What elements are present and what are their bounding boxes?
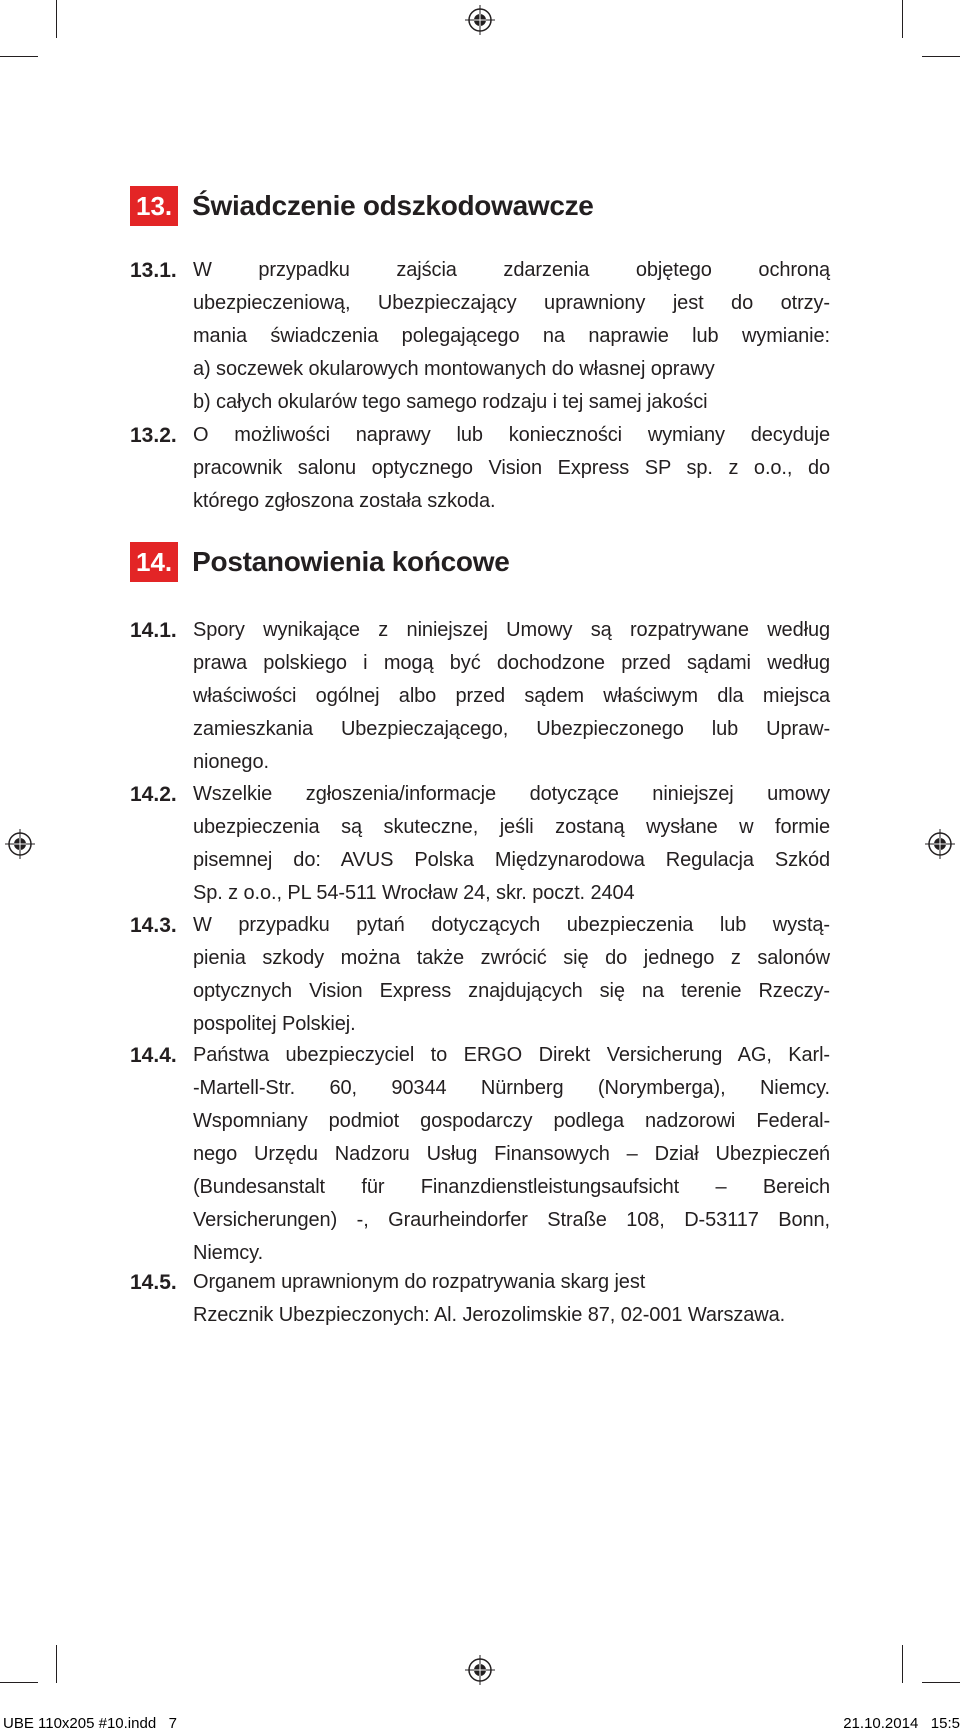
clause-line: Wspomniany podmiot gospodarczy podlega nadzorowi Federal- [193, 1110, 830, 1132]
clause-number: 13.2. [130, 424, 177, 447]
clause-line: nionego. [193, 751, 269, 773]
clause-text [193, 419, 830, 518]
section-13-heading [130, 185, 594, 227]
crop-mark [922, 56, 960, 57]
clause-line: pisemnej do: AVUS Polska Międzynarodowa Regulacja Szkód [193, 849, 830, 871]
clause-text [193, 909, 830, 1041]
clause-14-5 [130, 1266, 830, 1332]
slug-filename: UBE 110x205 #10.indd 7 [3, 1715, 178, 1732]
clause-line: optycznych Vision Express znajdujących się na terenie Rzeczy- [193, 980, 830, 1002]
clause-line: Spory wynikające z niniejszej Umowy są rozpatrywane według [193, 619, 830, 641]
clause-number: 14.3. [130, 914, 177, 937]
clause-text [193, 614, 830, 779]
clause-line: Versicherungen) -, Graurheindorfer Straße 108, D-53117 Bonn, [193, 1209, 830, 1231]
clause-14-2 [130, 778, 830, 910]
clause-13-2 [130, 419, 830, 518]
section-title: Świadczenie odszkodowawcze [192, 190, 594, 221]
section-title: Postanowienia końcowe [192, 546, 510, 577]
registration-mark-icon [925, 829, 955, 859]
section-14-heading [130, 541, 509, 583]
clause-line: Wszelkie zgłoszenia/informacje dotyczące niniejszej umowy [193, 783, 830, 805]
section-number-badge: 14. [130, 542, 178, 582]
clause-14-1 [130, 614, 830, 779]
clause-line: którego zgłoszona została szkoda. [193, 490, 496, 512]
clause-line: b) całych okularów tego samego rodzaju i tej samej jakości [193, 391, 708, 413]
clause-line: -Martell-Str. 60, 90344 Nürnberg (Norymberga), Niemcy. [193, 1077, 830, 1099]
crop-mark [56, 0, 57, 38]
clause-line: ubezpieczeniową, Ubezpieczający uprawniony jest do otrzy- [193, 292, 830, 314]
clause-number: 14.1. [130, 619, 177, 642]
registration-mark-icon [5, 829, 35, 859]
slug-date: 21.10.2014 15:5 [843, 1715, 960, 1732]
clause-line: prawa polskiego i mogą być dochodzone przed sądami według [193, 652, 830, 674]
clause-line: Organem uprawnionym do rozpatrywania skarg jest [193, 1271, 646, 1293]
clause-line: Sp. z o.o., PL 54-511 Wrocław 24, skr. poczt. 2404 [193, 882, 635, 904]
clause-text [193, 1266, 830, 1332]
clause-line: ubezpieczenia są skuteczne, jeśli zostaną wysłane w formie [193, 816, 830, 838]
clause-number: 14.2. [130, 783, 177, 806]
clause-14-3 [130, 909, 830, 1041]
clause-text [193, 778, 830, 910]
crop-mark [0, 56, 38, 57]
clause-number: 13.1. [130, 259, 177, 282]
clause-line: Państwa ubezpieczyciel to ERGO Direkt Versicherung AG, Karl- [193, 1044, 830, 1066]
clause-line: Niemcy. [193, 1242, 264, 1264]
clause-line: O możliwości naprawy lub konieczności wymiany decyduje [193, 424, 830, 446]
clause-line: Rzecznik Ubezpieczonych: Al. Jerozolimskie 87, 02-001 Warszawa. [193, 1304, 786, 1326]
crop-mark [902, 0, 903, 38]
registration-mark-icon [465, 5, 495, 35]
clause-text [193, 254, 830, 419]
crop-mark [922, 1682, 960, 1683]
clause-line: właściwości ogólnej albo przed sądem właściwym dla miejsca [193, 685, 830, 707]
crop-mark [0, 1682, 38, 1683]
clause-text [193, 1039, 830, 1270]
print-slug [0, 1712, 960, 1735]
clause-line: pracownik salonu optycznego Vision Express SP sp. z o.o., do [193, 457, 830, 479]
clause-13-1 [130, 254, 830, 419]
clause-line: zamieszkania Ubezpieczającego, Ubezpieczonego lub Upraw- [193, 718, 830, 740]
clause-line: (Bundesanstalt für Finanzdienstleistungsaufsicht – Bereich [193, 1176, 830, 1198]
clause-number: 14.5. [130, 1271, 177, 1294]
crop-mark [902, 1645, 903, 1683]
registration-mark-icon [465, 1655, 495, 1685]
clause-line: W przypadku pytań dotyczących ubezpieczenia lub wystą- [193, 914, 830, 936]
clause-line: mania świadczenia polegającego na naprawie lub wymianie: [193, 325, 830, 347]
clause-line: pienia szkody można także zwrócić się do jednego z salonów [193, 947, 830, 969]
clause-line: pospolitej Polskiej. [193, 1013, 356, 1035]
section-number-badge: 13. [130, 186, 178, 226]
clause-line: W przypadku zajścia zdarzenia objętego ochroną [193, 259, 830, 281]
clause-line: a) soczewek okularowych montowanych do własnej oprawy [193, 358, 715, 380]
clause-number: 14.4. [130, 1044, 177, 1067]
clause-14-4 [130, 1039, 830, 1270]
clause-line: nego Urzędu Nadzoru Usług Finansowych – Dział Ubezpieczeń [193, 1143, 830, 1165]
crop-mark [56, 1645, 57, 1683]
